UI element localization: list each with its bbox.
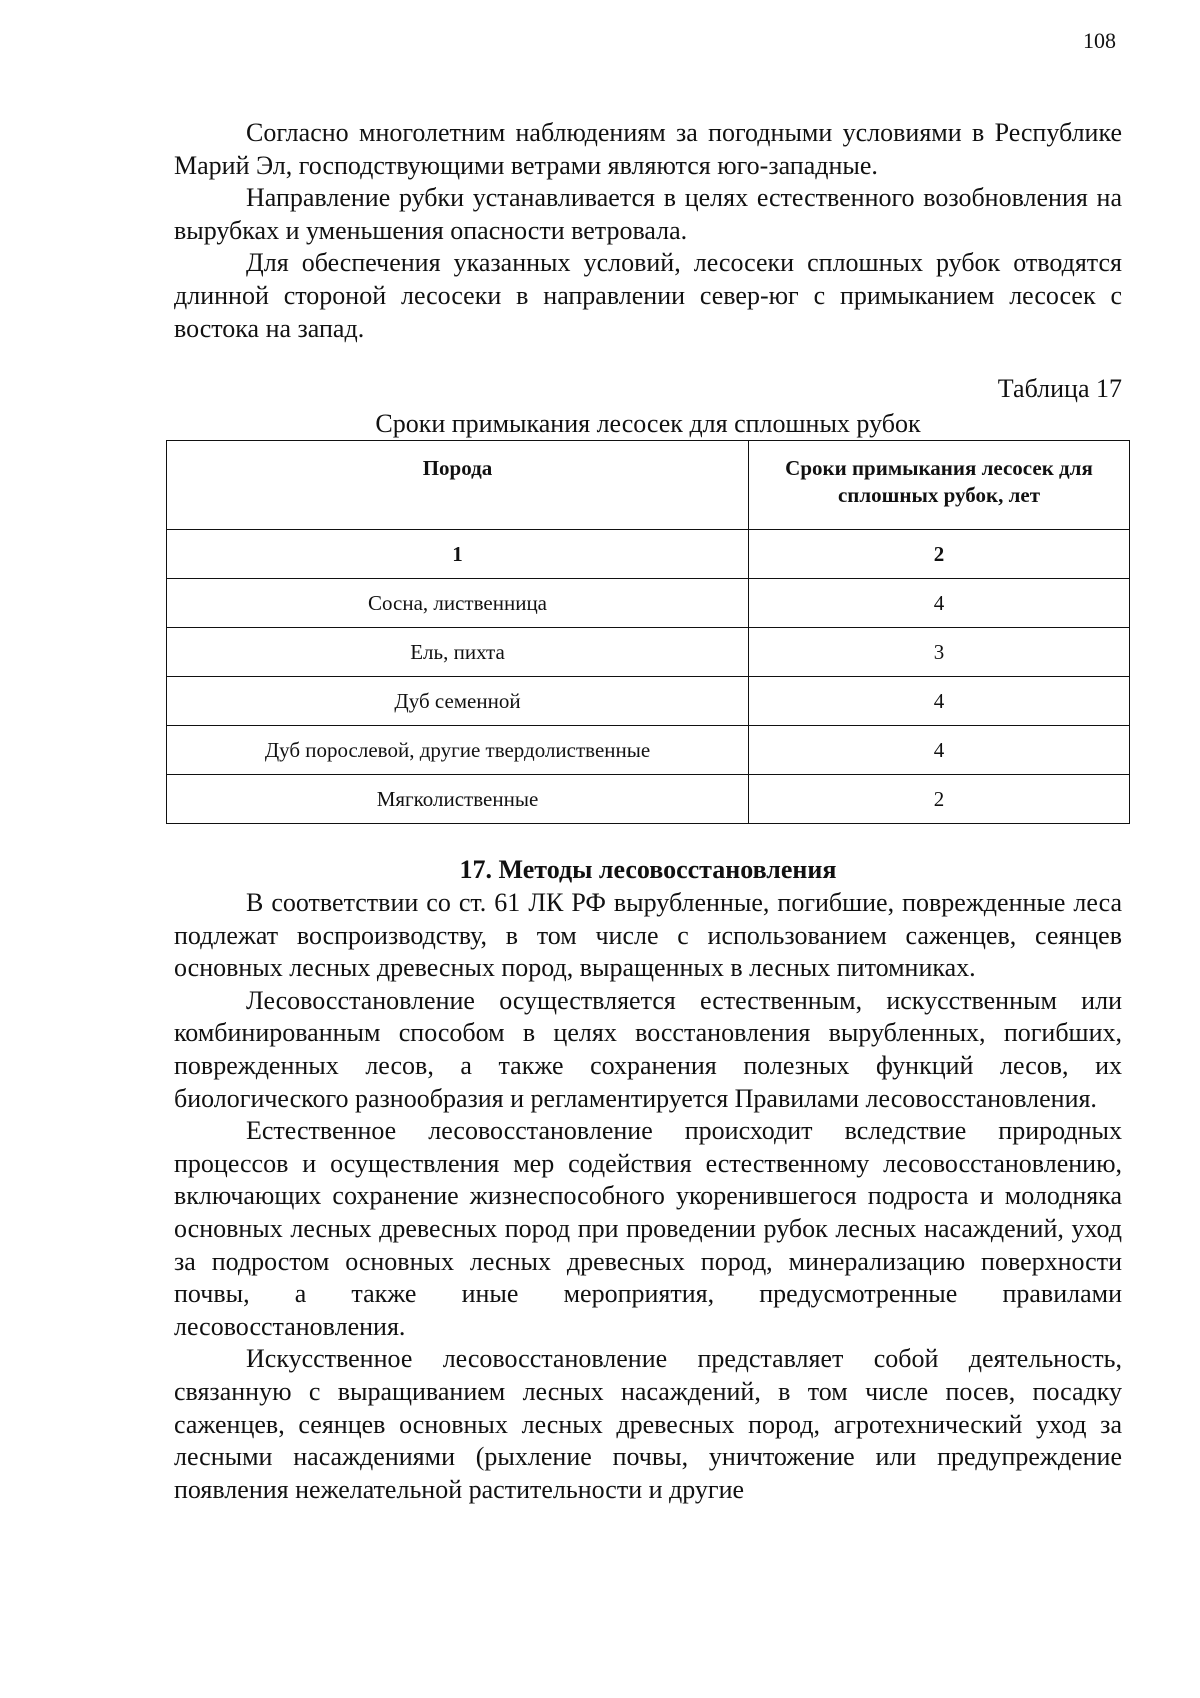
table-column-number: 1 (167, 530, 749, 579)
data-table (166, 440, 1130, 824)
section-paragraph: Лесовосстановление осуществляется естественным, искусственным или комбинированным способом в целях восстановления вырубленных, погибших, поврежденных лесов, а также сохранения полезных функций лесов, их биологического разнообразия и регламентируется Правилами лесовосстановления. (174, 985, 1122, 1113)
table-label: Таблица 17 (997, 374, 1122, 403)
table-column-number-row (167, 530, 1130, 579)
table-cell: 4 (749, 726, 1130, 775)
table-cell: 4 (749, 677, 1130, 726)
table-header-cell: Сроки примыкания лесосек для сплошных рубок, лет (749, 441, 1130, 530)
table-cell: 3 (749, 628, 1130, 677)
page-number: 108 (1083, 28, 1116, 53)
table-column-number: 2 (749, 530, 1130, 579)
section-paragraph: В соответствии со ст. 61 ЛК РФ вырубленные, погибшие, поврежденные леса подлежат воспроизводству, в том числе с использованием саженцев, сеянцев основных лесных древесных пород, выращенных в лесных питомниках. (174, 888, 1122, 983)
intro-paragraph: Направление рубки устанавливается в целях естественного возобновления на вырубках и уменьшения опасности ветровала. (174, 183, 1122, 245)
table-row (167, 677, 1130, 726)
table-cell: Сосна, лиственница (167, 579, 749, 628)
table-cell: Дуб семенной (167, 677, 749, 726)
table-header-row (167, 441, 1130, 530)
intro-text (174, 117, 1122, 345)
table-cell: Мягколиственные (167, 775, 749, 824)
table-row (167, 579, 1130, 628)
table-cell: Дуб порослевой, другие твердолиственные (167, 726, 749, 775)
table-caption: Сроки примыкания лесосек для сплошных рубок (375, 409, 921, 438)
table-cell: 2 (749, 775, 1130, 824)
table-row (167, 726, 1130, 775)
intro-paragraph: Согласно многолетним наблюдениям за погодными условиями в Республике Марий Эл, господствующими ветрами являются юго-западные. (174, 118, 1122, 180)
table-cell: Ель, пихта (167, 628, 749, 677)
section-heading: 17. Методы лесовосстановления (459, 855, 837, 884)
table-header-cell: Порода (167, 441, 749, 530)
table-cell: 4 (749, 579, 1130, 628)
table-row (167, 628, 1130, 677)
section-paragraph: Искусственное лесовосстановление представляет собой деятельность, связанную с выращиванием лесных насаждений, в том числе посев, посадку саженцев, сеянцев основных лесных древесных пород, агротехнический уход за лесными насаждениями (рыхление почвы, уничтожение или предупреждение появления нежелательной растительности и другие (174, 1344, 1122, 1504)
intro-paragraph: Для обеспечения указанных условий, лесосеки сплошных рубок отводятся длинной стороной лесосеки в направлении север-юг с примыканием лесосек с востока на запад. (174, 248, 1122, 343)
section-text (174, 887, 1122, 1506)
section-paragraph: Естественное лесовосстановление происходит вследствие природных процессов и осуществления мер содействия естественному лесовосстановлению, включающих сохранение жизнеспособного укоренившегося подроста и молодняка основных лесных древесных пород при проведении рубок лесных насаждений, уход за подростом основных лесных древесных пород, минерализацию поверхности почвы, а также иные мероприятия, предусмотренные правилами лесовосстановления. (174, 1116, 1122, 1341)
table-row (167, 775, 1130, 824)
